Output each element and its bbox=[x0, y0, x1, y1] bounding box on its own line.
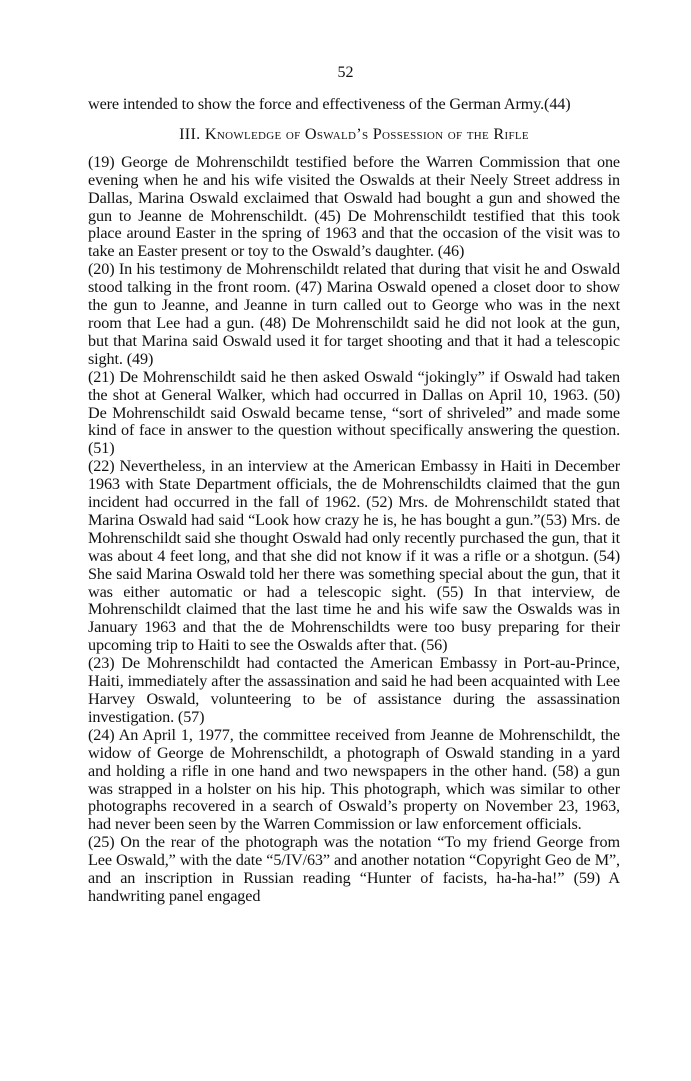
section-numeral: III. bbox=[179, 124, 201, 143]
page-number: 52 bbox=[337, 64, 354, 81]
intro-paragraph: were intended to show the force and effectiveness of the German Army.(44) bbox=[88, 95, 571, 113]
section-title: Knowledge of Oswald’s Possession of the Rifle bbox=[204, 124, 529, 143]
paragraph-19: (19) George de Mohrenschildt testified before the Warren Commission that one evening when he and his wife visited the Oswalds at their Neely Street address in Dallas, Marina Oswald exclaimed that Oswald had bought a gun and showed the gun to Jeanne de Mohrenschildt. (45) De Mohrenschildt testified that this took place around Easter in the spring of 1963 and that the occasion of the visit was to take an Easter present or toy to the Oswald’s daughter. (46) bbox=[88, 152, 620, 261]
paragraph-24: (24) An April 1, 1977, the committee received from Jeanne de Mohrenschildt, the widow of George de Mohrenschildt, a photograph of Oswald standing in a yard and holding a rifle in one hand and two newspapers in the other hand. (58) a gun was strapped in a holster on his hip. This photograph, which was similar to other photographs recovered in a search of Oswald’s property on November 23, 1963, had never been seen by the Warren Commission or law enforcement officials. bbox=[88, 725, 620, 834]
paragraph-20: (20) In his testimony de Mohrenschildt related that during that visit he and Oswald stood talking in the front room. (47) Marina Oswald opened a closet door to show the gun to Jeanne, and Jeanne in turn called out to George who was in the next room that Lee had a gun. (48) De Mohrenschildt said he did not look at the gun, but that Marina said Oswald used it for target shooting and that it had a telescopic sight. (49) bbox=[88, 260, 620, 368]
paragraph-25: (25) On the rear of the photograph was the notation “To my friend George from Lee Oswald,” with the date “5/IV/63” and another notation “Copyright Geo de M”, and an inscription in Russian reading “Hunter of facists, ha-ha-ha!” (59) A handwriting panel engaged bbox=[88, 833, 620, 905]
section-heading bbox=[88, 126, 620, 144]
paragraph-23: (23) De Mohrenschildt had contacted the American Embassy in Port-au-Prince, Haiti, immediately after the assassination and said he had been acquainted with Lee Harvey Oswald, volunteering to be of assistance during the assassination investigation. (57) bbox=[88, 654, 620, 726]
paragraph-22: (22) Nevertheless, in an interview at the American Embassy in Haiti in December 1963 with State Department officials, the de Mohrenschildts claimed that the gun incident had occurred in the fall of 1962. (52) Mrs. de Mohrenschildt stated that Marina Oswald had said “Look how crazy he is, he has bought a gun.”(53) Mrs. de Mohrenschildt said she thought Oswald had only recently purchased the gun, that it was about 4 feet long, and that she did not know if it was a rifle or a shotgun. (54) She said Marina Oswald told her there was something special about the gun, that it was either automatic or had a telescopic sight. (55) In that interview, de Mohrenschildt claimed that the last time he and his wife saw the Oswalds was in January 1963 and that the de Mohrenschildts were too busy preparing for their upcoming trip to Haiti to see the Oswalds after that. (56) bbox=[88, 457, 620, 655]
body-text bbox=[88, 96, 620, 906]
paragraph-21: (21) De Mohrenschildt said he then asked Oswald “jokingly” if Oswald had taken the shot at General Walker, which had occurred in Dallas on April 10, 1963. (50) De Mohrenschildt said Oswald became tense, “sort of shriveled” and made some kind of face in answer to the question without specifically answering the question. (51) bbox=[88, 367, 620, 458]
